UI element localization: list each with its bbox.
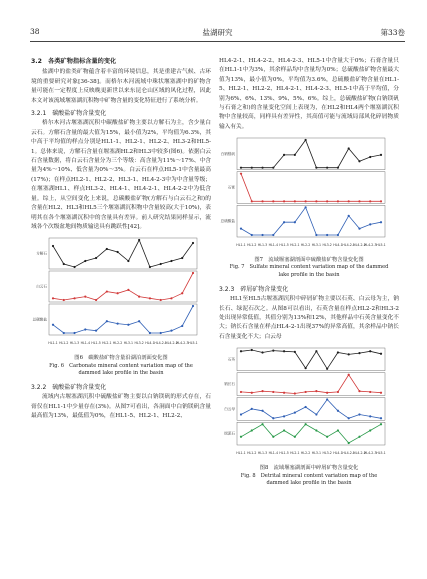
x-tick-label: HL1-1: [48, 341, 58, 346]
x-tick-label: HL4-2-2: [165, 341, 178, 346]
sulfate-paragraph-continued: HL4-2-1、HL4-2-2、HL4-2-3、HL5-1中含量大于0%；石膏含量只在HL1-1中为3%，其余样品均中含量均为0%；总硫酸盐矿物含量最大值为13%，最小值为0%，平均值为3.6%，总硫酸盐矿物含量在HL1-5、HL2-1、HL2-2、HL4-2-1、HL4-2-3、HL5-1中高于平均值，分别为6%、6%、13%、9%、5%、6%。综上，总硫酸盐矿物(白钠镁矾与石膏之和)的含量变化空间上表现为，在HL2和HL4两个堰塞湖沉积物中含量较高，同样具有差异性，其高值可能与流域局部风化碎屑物质输入有关。: [219, 58, 399, 130]
volume-label: 第33卷: [380, 28, 405, 37]
data-point: [170, 330, 172, 332]
data-point: [348, 200, 350, 202]
data-point: [106, 320, 108, 322]
data-point: [272, 167, 274, 169]
data-point: [358, 390, 360, 392]
data-point: [272, 436, 274, 438]
data-point: [315, 414, 317, 416]
data-point: [261, 352, 263, 354]
x-tick-label: HL1-3: [257, 243, 268, 248]
data-point: [170, 298, 172, 300]
data-point: [348, 417, 350, 419]
data-point: [84, 296, 86, 298]
x-tick-label: HL1-3: [257, 451, 268, 456]
x-tick-label: HL1-1: [236, 451, 246, 456]
data-point: [358, 414, 360, 416]
x-tick-label: HL1-5: [279, 451, 289, 456]
series-line: [241, 174, 381, 202]
data-point: [326, 436, 328, 438]
series-label: 钠长石: [224, 382, 235, 387]
figure-7-chart: [219, 135, 399, 255]
data-point: [240, 173, 242, 175]
intro-paragraph: 盐湖中的盐类矿物蕴含着丰富的环境信息，其是重建古气候、古环境的重要研究对象[36-38]。而格尔木河流域中珠状堰塞湖中的矿物含量可能在一定程度上反映晚更新世以来东昆仑山区域的风化过程，因此本文对该流域堰塞湖沉积物中矿物含量的变化特征进行了系统分析。: [31, 69, 211, 104]
data-point: [294, 200, 296, 202]
series-line: [53, 306, 193, 333]
x-tick-label: HL1-4: [268, 451, 279, 456]
data-point: [192, 305, 194, 307]
x-tick-label: HL4-2-3: [363, 451, 377, 456]
series-label: 总碳酸盐: [32, 317, 47, 322]
x-tick-label: HL1-1: [236, 243, 246, 248]
data-point: [52, 298, 54, 300]
data-point: [272, 200, 274, 202]
panel-frame: [49, 238, 197, 269]
x-tick-label: HL4-2-3: [175, 341, 189, 346]
x-tick-label: HL1-4: [268, 243, 279, 248]
panel-frame: [237, 423, 385, 446]
subsection-heading-3-2-3: 3.2.3 碎屑矿物含量变化: [219, 285, 289, 293]
data-point: [240, 414, 242, 416]
x-tick-label: HL2-1: [290, 243, 300, 248]
series-label: 石膏: [227, 185, 235, 190]
x-tick-label: HL2-2: [300, 243, 311, 248]
data-point: [294, 436, 296, 438]
data-point: [283, 154, 285, 156]
data-point: [337, 430, 339, 432]
data-point: [272, 234, 274, 236]
data-point: [160, 263, 162, 265]
data-point: [240, 350, 242, 352]
series-line: [53, 240, 193, 267]
data-point: [348, 354, 350, 356]
data-point: [240, 436, 242, 438]
data-point: [73, 332, 75, 334]
x-tick-label: HL5-1: [376, 243, 386, 248]
data-point: [326, 200, 328, 202]
x-tick-label: HL3-1: [123, 341, 134, 346]
x-tick-label: HL2-1: [290, 451, 300, 456]
detrital-paragraph: HL1至HL5古堰塞湖沉积中碎屑矿物主要以石英、白云母为主，钠长石、绿泥石次之。从图8可以看出，石英含量在样点HL2-2和HL3-2处出现异常低值，其值分别为13%和12%，其他样品中石英含量变化不大；钠长石含量在样点HL4-2-1出现37%的异常高值，其余样品中钠长石含量变化不大；白云母: [219, 296, 399, 340]
x-tick-label: HL1-4: [80, 341, 91, 346]
data-point: [95, 299, 97, 301]
x-tick-label: HL5-1: [188, 341, 198, 346]
x-tick-label: HL1-3: [69, 341, 80, 346]
data-point: [149, 298, 151, 300]
left-column: [31, 57, 211, 422]
x-tick-label: HL3-2: [322, 451, 332, 456]
data-point: [160, 332, 162, 334]
data-point: [240, 228, 242, 230]
data-point: [315, 200, 317, 202]
data-point: [283, 350, 285, 352]
data-point: [305, 367, 307, 369]
data-point: [251, 349, 253, 351]
carbonate-paragraph: 格尔木河古堰塞湖沉积中碳酸盐矿物主要以方解石为主，含少量白云石。方解石含量的最大值为15%，最小值为2%，平均值为6.3%，其中高于平均值的样点分别是HL1-1、HL2-1、HL2-2、HL3-2和HL5-1。总体来说，方解石含量在堰塞湖HL2和HL3中较多(图6)。依据白云石含量数据，将白云石含量分为三个等级：高含量为11%～17%、中含量为4%～10%、低含量为0%～3%。白云石在样点HL5-1中含量最高(17%)；在样点HL2-1、HL2-2、HL3-1、HL4-2-3中为中含量等级；在堰塞湖HL1、样点HL3-2、HL4-1、HL4-2-1、HL4-2-2中为低含量。综上，从空间变化上来说，总碳酸盐矿物(方解石与白云石之和)的含量在HL2、HL3和HL5三个堰塞湖沉积物中含量较高(大于10%)，表明其在各个堰塞湖沉积中的含量具有差异。前人研究结果同样显示，流域各个次级盆地间物质输送具有跳跃性[42]。: [31, 120, 211, 230]
data-point: [251, 234, 253, 236]
data-point: [369, 391, 371, 393]
figure-6-caption-en-line2: dammed lake profile in the basin: [78, 369, 164, 376]
data-point: [272, 350, 274, 352]
figure-6-caption-en-line1: Fig. 6 Carbonate mineral content variation map of the: [49, 362, 193, 369]
data-point: [305, 139, 307, 141]
data-point: [251, 392, 253, 394]
data-point: [95, 257, 97, 259]
series-label: 绿泥石: [224, 431, 235, 436]
figure-7-caption-en-line2: lake profile in the basin: [278, 271, 340, 278]
series-line: [241, 140, 381, 168]
data-point: [272, 391, 274, 393]
x-tick-label: HL5-1: [376, 451, 386, 456]
data-point: [170, 260, 172, 262]
data-point: [305, 200, 307, 202]
data-point: [73, 298, 75, 300]
data-point: [138, 320, 140, 322]
data-point: [337, 410, 339, 412]
series-line: [241, 208, 381, 236]
x-tick-label: HL4-2-1: [342, 451, 355, 456]
data-point: [348, 374, 350, 376]
x-tick-label: HL2-2: [112, 341, 123, 346]
figure-7-caption: [219, 257, 399, 279]
figure-8: [219, 345, 399, 463]
data-point: [127, 289, 129, 291]
data-point: [315, 390, 317, 392]
data-point: [181, 257, 183, 259]
data-point: [315, 430, 317, 432]
subsection-heading-3-2-2: 3.2.2 硫酸盐矿物含量变化: [31, 383, 107, 391]
x-tick-label: HL2-2: [300, 451, 311, 456]
data-point: [326, 368, 328, 370]
data-point: [63, 263, 65, 265]
data-point: [63, 299, 65, 301]
data-point: [380, 417, 382, 419]
data-point: [294, 221, 296, 223]
x-tick-label: HL1-2: [247, 243, 257, 248]
data-point: [326, 399, 328, 401]
data-point: [261, 390, 263, 392]
series-label: 白云母: [224, 407, 235, 412]
figure-8-caption-en-line2: dammed lake profile in the basin: [266, 479, 352, 486]
data-point: [106, 291, 108, 293]
data-point: [337, 167, 339, 169]
data-point: [251, 167, 253, 169]
data-point: [358, 436, 360, 438]
data-point: [283, 200, 285, 202]
section-heading-3-2: 3.2 各类矿物指标含量的变化: [31, 58, 117, 65]
data-point: [305, 406, 307, 408]
data-point: [315, 167, 317, 169]
data-point: [348, 148, 350, 150]
data-point: [149, 266, 151, 268]
data-point: [261, 423, 263, 425]
data-point: [337, 200, 339, 202]
data-point: [380, 392, 382, 394]
data-point: [73, 266, 75, 268]
data-point: [358, 160, 360, 162]
data-point: [326, 167, 328, 169]
journal-name: 盐湖研究: [202, 28, 233, 37]
data-point: [369, 156, 371, 158]
data-point: [261, 234, 263, 236]
data-point: [348, 442, 350, 444]
data-point: [84, 260, 86, 262]
x-tick-label: HL3-2: [322, 243, 332, 248]
data-point: [369, 224, 371, 226]
x-tick-label: HL3-1: [311, 243, 322, 248]
x-tick-label: HL3-2: [134, 341, 144, 346]
data-point: [315, 234, 317, 236]
data-point: [192, 272, 194, 274]
figure-7-caption-cn: 图7 流域堰塞湖剖面中硫酸盐矿物含量变化图: [254, 257, 364, 264]
x-tick-label: HL4-1: [333, 451, 343, 456]
panel-frame: [49, 271, 197, 302]
data-point: [380, 221, 382, 223]
data-point: [240, 167, 242, 169]
data-point: [358, 352, 360, 354]
data-point: [127, 324, 129, 326]
x-tick-label: HL4-2-2: [353, 451, 366, 456]
data-point: [294, 412, 296, 414]
data-point: [369, 416, 371, 418]
x-tick-label: HL4-1: [145, 341, 155, 346]
x-tick-label: HL1-2: [247, 451, 257, 456]
data-point: [315, 350, 317, 352]
data-point: [117, 292, 119, 294]
data-point: [149, 332, 151, 334]
figure-8-chart: [219, 345, 399, 463]
data-point: [294, 393, 296, 395]
data-point: [283, 416, 285, 418]
data-point: [305, 391, 307, 393]
series-label: 石英: [227, 357, 235, 362]
data-point: [272, 417, 274, 419]
data-point: [283, 430, 285, 432]
data-point: [380, 353, 382, 355]
data-point: [337, 391, 339, 393]
data-point: [305, 206, 307, 208]
data-point: [380, 200, 382, 202]
series-line: [53, 273, 193, 300]
data-point: [138, 239, 140, 241]
data-point: [95, 330, 97, 332]
figure-6-caption: [31, 355, 211, 377]
data-point: [240, 391, 242, 393]
data-point: [117, 323, 119, 325]
data-point: [251, 430, 253, 432]
x-tick-label: HL1-5: [91, 341, 101, 346]
data-point: [369, 200, 371, 202]
data-point: [305, 423, 307, 425]
data-point: [261, 200, 263, 202]
page-number: 38: [30, 27, 40, 36]
x-tick-label: HL4-2-2: [353, 243, 366, 248]
data-point: [52, 324, 54, 326]
header-rule: [30, 41, 405, 42]
x-tick-label: HL4-1: [333, 243, 343, 248]
panel-frame: [237, 172, 385, 204]
series-label: 总硫酸盐: [220, 219, 235, 224]
figure-6: [31, 235, 211, 353]
data-point: [337, 352, 339, 354]
series-label: 白钠镁矾: [220, 152, 235, 157]
data-point: [84, 329, 86, 331]
running-header: [30, 27, 405, 41]
data-point: [106, 248, 108, 250]
data-point: [138, 296, 140, 298]
data-point: [52, 245, 54, 247]
data-point: [294, 154, 296, 156]
data-point: [283, 392, 285, 394]
panel-frame: [237, 373, 385, 396]
x-tick-label: HL1-2: [59, 341, 69, 346]
data-point: [380, 154, 382, 156]
x-tick-label: HL2-1: [102, 341, 112, 346]
figure-8-caption-en-line1: Fig. 8 Detrital mineral content variation map of the: [240, 472, 378, 479]
series-label: 白云石: [36, 284, 47, 289]
data-point: [369, 350, 371, 352]
data-point: [251, 200, 253, 202]
data-point: [181, 325, 183, 327]
data-point: [283, 221, 285, 223]
data-point: [358, 200, 360, 202]
subsection-heading-3-2-1: 3.2.1 碳酸盐矿物含量变化: [31, 110, 107, 118]
figure-7-caption-en-line1: Fig. 7 Sulfate mineral content variation map of the dammed: [229, 264, 389, 271]
right-column: [219, 57, 399, 493]
panel-frame: [237, 398, 385, 421]
x-tick-label: HL4-2-3: [363, 243, 377, 248]
data-point: [337, 234, 339, 236]
data-point: [348, 215, 350, 217]
data-point: [294, 351, 296, 353]
figure-6-chart: [31, 235, 211, 353]
data-point: [63, 332, 65, 334]
data-point: [358, 228, 360, 230]
data-point: [326, 392, 328, 394]
x-tick-label: HL4-2-1: [154, 341, 167, 346]
series-line: [241, 425, 381, 444]
x-tick-label: HL1-5: [279, 243, 289, 248]
data-point: [181, 292, 183, 294]
sulfate-paragraph: 流域内古堰塞湖沉积中硫酸盐矿物主要以白钠镁矾的形式存在，石膏仅在HL1-1中少量存在(3%)。从图7可看出，各洞面中白钠镁矾含量最高值为13%，最低值为0%，在HL1-5、HL2-1、HL2-2、: [31, 394, 211, 420]
x-tick-label: HL4-2-1: [342, 243, 355, 248]
data-point: [251, 408, 253, 410]
data-point: [160, 299, 162, 301]
data-point: [380, 423, 382, 425]
figure-7: [219, 135, 399, 255]
series-line: [241, 400, 381, 419]
x-tick-label: HL3-1: [311, 451, 322, 456]
data-point: [127, 260, 129, 262]
figure-8-caption: [219, 465, 399, 487]
data-point: [117, 251, 119, 253]
figure-8-caption-cn: 图8 流域堰塞湖剖面中碎屑矿物含量变化: [259, 465, 359, 472]
figure-6-caption-cn: 图6 碳酸盐矿物含量沿湖泊剖面变化图: [74, 355, 168, 362]
series-label: 方解石: [36, 251, 47, 256]
data-point: [261, 410, 263, 412]
panel-frame: [49, 304, 197, 335]
data-point: [369, 430, 371, 432]
data-point: [326, 234, 328, 236]
data-point: [261, 167, 263, 169]
data-point: [192, 242, 194, 244]
